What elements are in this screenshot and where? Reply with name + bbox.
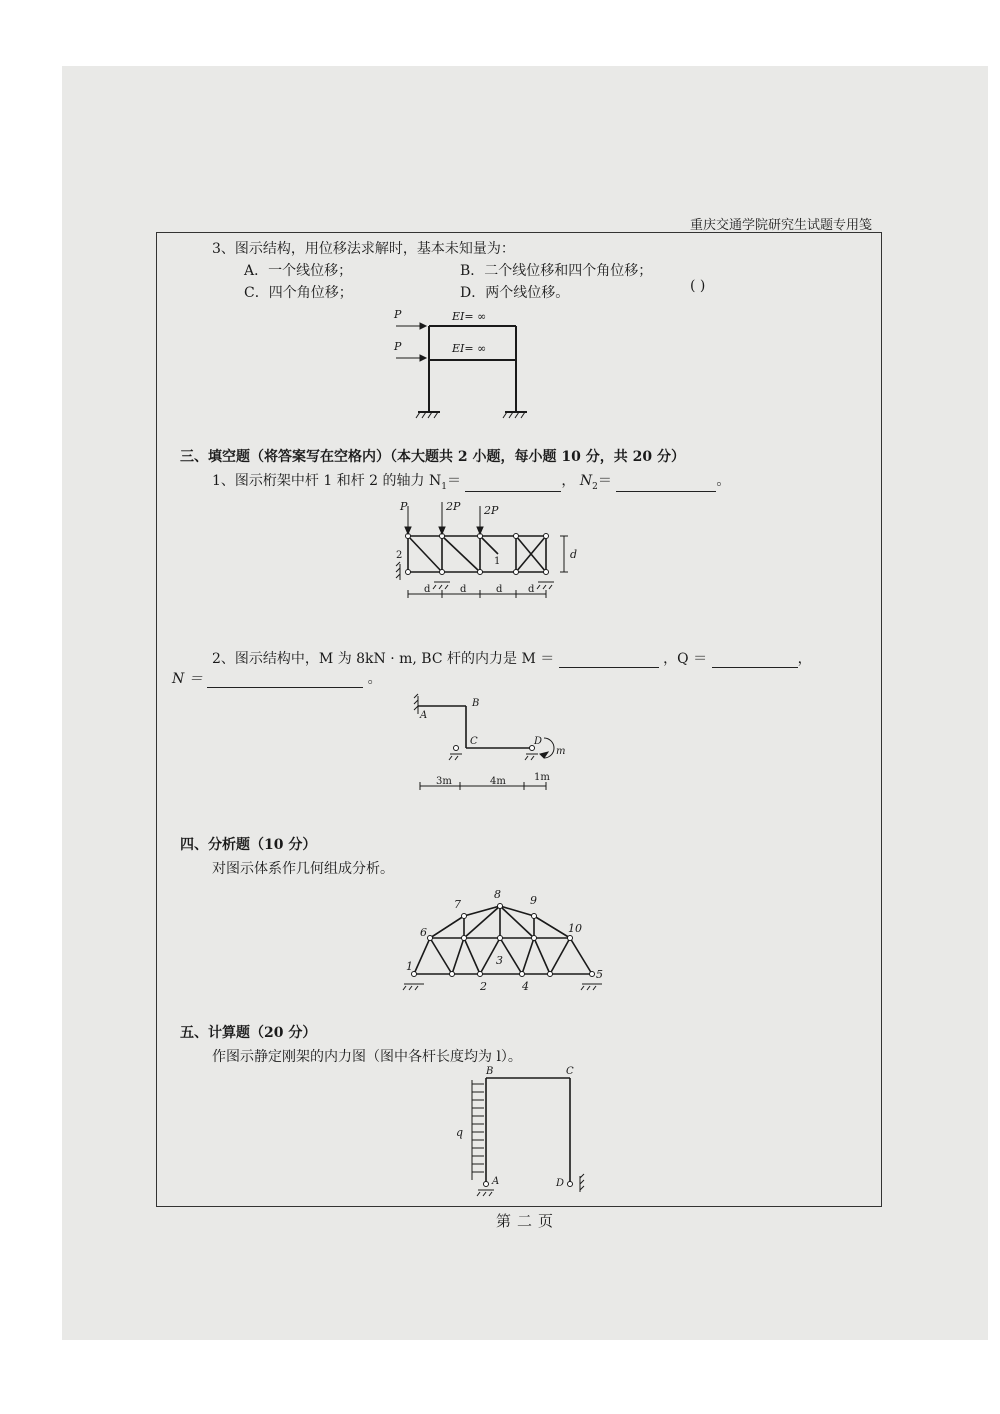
q2-text: 2、图示结构中，M 为 8kN · m, BC 杆的内力是 M ＝ <box>212 651 555 667</box>
q1-text: 1、图示桁架中杆 1 和杆 2 的轴力 N <box>212 473 442 489</box>
arch-node-3: 3 <box>496 954 503 967</box>
q3-option-a: A．一个线位移； <box>244 263 353 279</box>
q1-eq1: ＝ <box>446 473 461 489</box>
truss-dim-d3: d <box>496 584 503 595</box>
q1-sep: ， <box>561 473 576 489</box>
truss-bar-1-label: 1 <box>494 556 501 567</box>
header-label: 重庆交通学院研究生试题专用笺 <box>690 218 873 233</box>
truss-dim-d2: d <box>460 584 467 595</box>
q2-dim-4m: 4m <box>490 776 506 787</box>
q3-stem: 3、图示结构，用位移法求解时，基本未知量为： <box>212 241 515 257</box>
truss-figure-1 <box>386 496 586 608</box>
q3-ei-top: EI= ∞ <box>452 310 487 323</box>
section4-text: 对图示体系作几何组成分析。 <box>212 861 394 877</box>
q2-dim-1m: 1m <box>534 772 550 783</box>
truss-load-2p-a: 2P <box>446 500 461 513</box>
arch-node-10: 10 <box>568 922 582 935</box>
page-footer: 第二页 <box>496 1212 560 1230</box>
q1-end: 。 <box>716 473 731 489</box>
frame-node-a: A <box>492 1176 500 1187</box>
q3-load-bottom: P <box>394 340 402 353</box>
arch-node-2: 2 <box>480 980 487 993</box>
q2-q-label: ，Q ＝ <box>663 651 708 667</box>
section5-title: 五、计算题（20 分） <box>180 1025 317 1041</box>
q1-sub1: 1 <box>441 481 447 492</box>
section3-title: 三、填空题（将答案写在空格内）（本大题共 2 小题，每小题 10 分，共 20 分） <box>180 449 685 465</box>
section3-q1-line <box>212 470 730 492</box>
section3-q2-line2 <box>172 668 382 688</box>
q2-blank-m[interactable] <box>559 653 659 668</box>
section3-q2-line1 <box>212 648 812 668</box>
q2-blank-n[interactable] <box>207 673 363 688</box>
section5-text: 作图示静定刚架的内力图（图中各杆长度均为 l）。 <box>212 1049 522 1065</box>
arch-node-7: 7 <box>454 898 461 911</box>
q2-node-b: B <box>472 698 480 709</box>
q3-ei-bottom: EI= ∞ <box>452 342 487 355</box>
arch-node-1: 1 <box>406 960 413 973</box>
q1-n2-symbol: N <box>579 473 593 489</box>
frame-node-c: C <box>566 1066 574 1077</box>
q3-option-b: B．二个线位移和四个角位移； <box>460 263 653 279</box>
frame-load-q: q <box>456 1126 464 1139</box>
q2-moment-m: m <box>556 746 566 757</box>
q2-node-d: D <box>534 736 543 747</box>
q3-option-d: D．两个线位移。 <box>460 285 570 301</box>
truss-dim-d1: d <box>424 584 431 595</box>
q2-blank-q[interactable] <box>712 653 798 668</box>
arch-truss-figure <box>392 886 612 996</box>
q3-option-c: C．四个角位移； <box>244 285 353 301</box>
section4-title: 四、分析题（10 分） <box>180 837 317 853</box>
q2-end: 。 <box>367 671 382 687</box>
truss-load-p: P <box>400 500 408 513</box>
q2-node-a: A <box>420 710 428 721</box>
frame-figure-q2 <box>404 692 564 802</box>
q3-load-top: P <box>394 308 402 321</box>
q2-dim-3m: 3m <box>436 776 452 787</box>
arch-node-9: 9 <box>530 894 537 907</box>
q1-eq2: ＝ <box>597 473 612 489</box>
q3-answer-paren: ( ) <box>690 278 706 294</box>
q2-n-label: N ＝ <box>172 671 203 687</box>
q1-blank-n2[interactable] <box>616 477 716 492</box>
truss-load-2p-b: 2P <box>484 504 499 517</box>
rigid-frame-figure <box>450 1064 600 1204</box>
q2-node-c: C <box>470 736 478 747</box>
arch-node-6: 6 <box>420 926 427 939</box>
arch-node-4: 4 <box>522 980 529 993</box>
truss-dim-d4: d <box>528 584 535 595</box>
q1-blank-n1[interactable] <box>465 477 561 492</box>
frame-node-b: B <box>486 1066 494 1077</box>
arch-node-5: 5 <box>596 968 603 981</box>
arch-node-8: 8 <box>494 888 501 901</box>
q2-comma: ， <box>797 651 812 667</box>
q3-frame-figure <box>380 300 540 430</box>
truss-height-d: d <box>570 548 578 561</box>
truss-bar-2-label: 2 <box>396 550 403 561</box>
q1-sub2: 2 <box>592 481 598 492</box>
frame-node-d: D <box>556 1178 565 1189</box>
